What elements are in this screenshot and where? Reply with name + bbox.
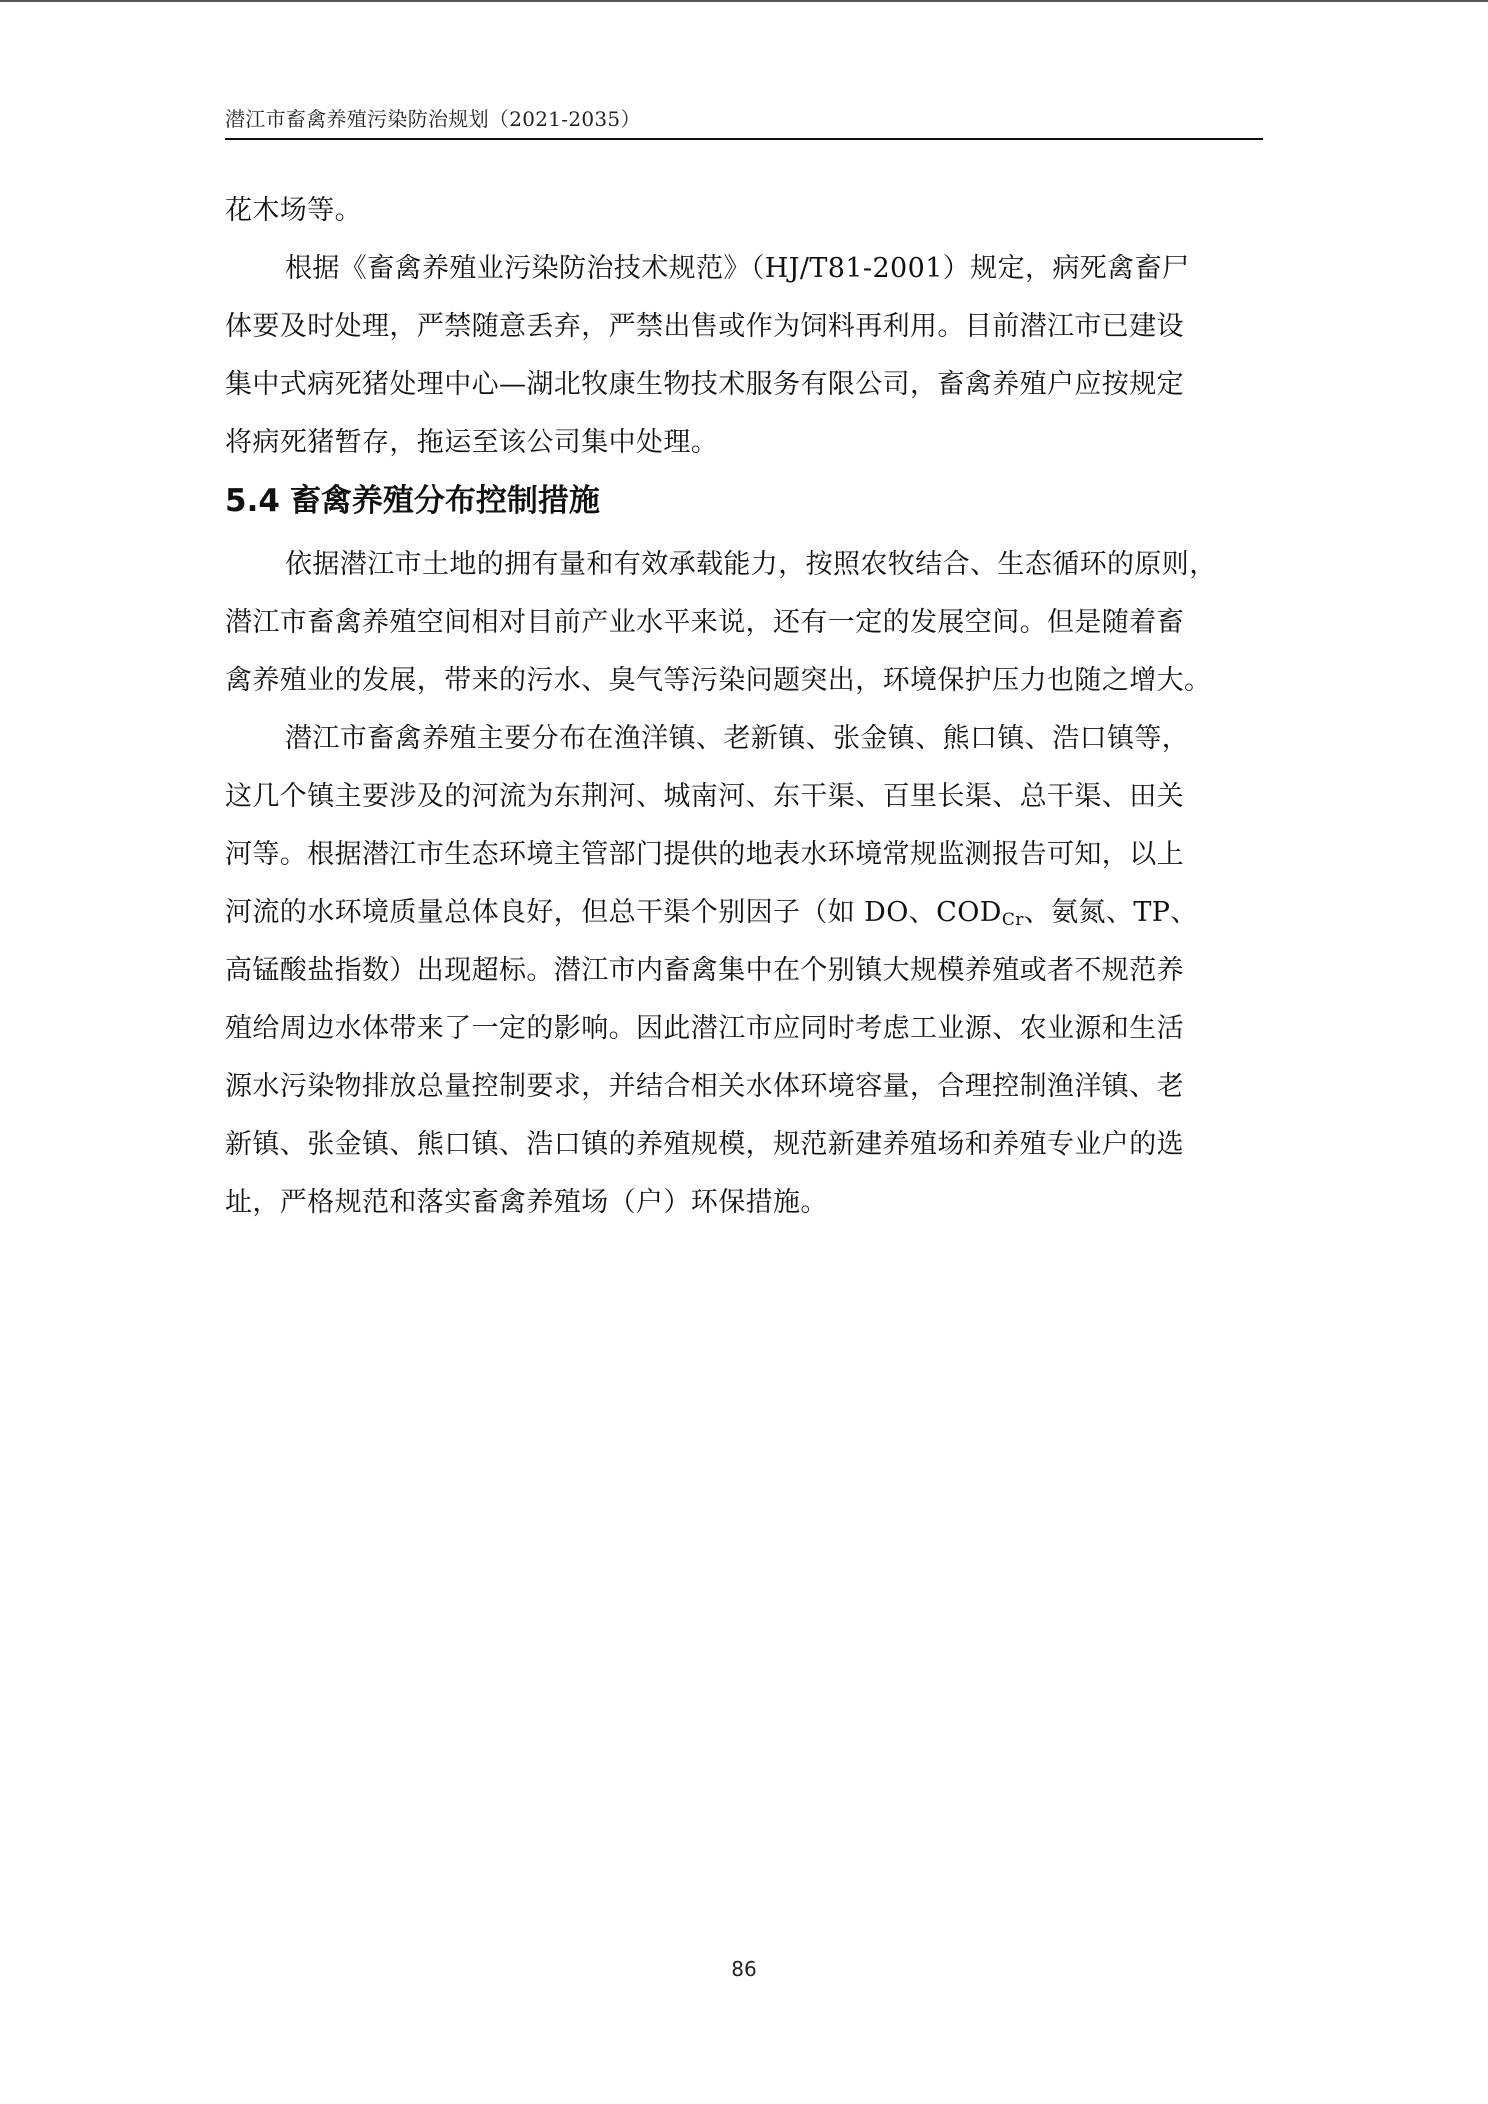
subscript-cr: Cr — [1001, 910, 1024, 930]
text-line: 这几个镇主要涉及的河流为东荆河、城南河、东干渠、百里长渠、总干渠、田关 — [225, 781, 1184, 812]
text-line: 源水污染物排放总量控制要求，并结合相关水体环境容量，合理控制渔洋镇、老 — [225, 1071, 1184, 1102]
header-title: 潜江市畜禽养殖污染防治规划（2021-2035） — [225, 107, 641, 131]
page-content — [225, 188, 1265, 1238]
text-line: 根据《畜禽养殖业污染防治技术规范》（HJ/T81-2001）规定，病死禽畜尸 — [285, 253, 1190, 284]
text-line: 高锰酸盐指数）出现超标。潜江市内畜禽集中在个别镇大规模养殖或者不规范养 — [225, 955, 1184, 986]
paragraph-distribution — [225, 716, 1265, 1225]
text-line: 集中式病死猪处理中心—湖北牧康生物技术服务有限公司，畜禽养殖户应按规定 — [225, 369, 1184, 400]
page-number: 86 — [731, 1957, 757, 1981]
section-title: 畜禽养殖分布控制措施 — [289, 483, 600, 519]
paragraph-capacity — [225, 542, 1265, 703]
text-segment: 河流的水环境质量总体良好，但总干渠个别因子（如 DO、COD — [225, 897, 1002, 928]
text-line: 花木场等。 — [225, 195, 362, 226]
section-number: 5.4 — [225, 483, 280, 519]
text-line: 新镇、张金镇、熊口镇、浩口镇的养殖规模，规范新建养殖场和养殖专业户的选 — [225, 1129, 1184, 1160]
text-line-with-subscript — [225, 890, 1265, 935]
paragraph-continuation — [225, 188, 1265, 233]
text-line: 潜江市畜禽养殖主要分布在渔洋镇、老新镇、张金镇、熊口镇、浩口镇等， — [285, 723, 1190, 754]
text-line: 将病死猪暂存，拖运至该公司集中处理。 — [225, 427, 719, 458]
text-line: 潜江市畜禽养殖空间相对目前产业水平来说，还有一定的发展空间。但是随着畜 — [225, 607, 1184, 638]
text-line: 址，严格规范和落实畜禽养殖场（户）环保措施。 — [225, 1187, 828, 1218]
text-line: 河等。根据潜江市生态环境主管部门提供的地表水环境常规监测报告可知，以上 — [225, 839, 1184, 870]
text-line: 体要及时处理，严禁随意丢弃，严禁出售或作为饲料再利用。目前潜江市已建设 — [225, 311, 1184, 342]
page-header — [225, 106, 1263, 140]
section-heading — [225, 478, 1265, 524]
text-line: 殖给周边水体带来了一定的影响。因此潜江市应同时考虑工业源、农业源和生活 — [225, 1013, 1184, 1044]
text-line: 依据潜江市土地的拥有量和有效承载能力，按照农牧结合、生态循环的原则， — [285, 549, 1217, 580]
text-segment: 、氨氮、TP、 — [1023, 897, 1198, 928]
text-line: 禽养殖业的发展，带来的污水、臭气等污染问题突出，环境保护压力也随之增大。 — [225, 665, 1212, 696]
paragraph-dead-livestock-disposal — [225, 246, 1265, 465]
